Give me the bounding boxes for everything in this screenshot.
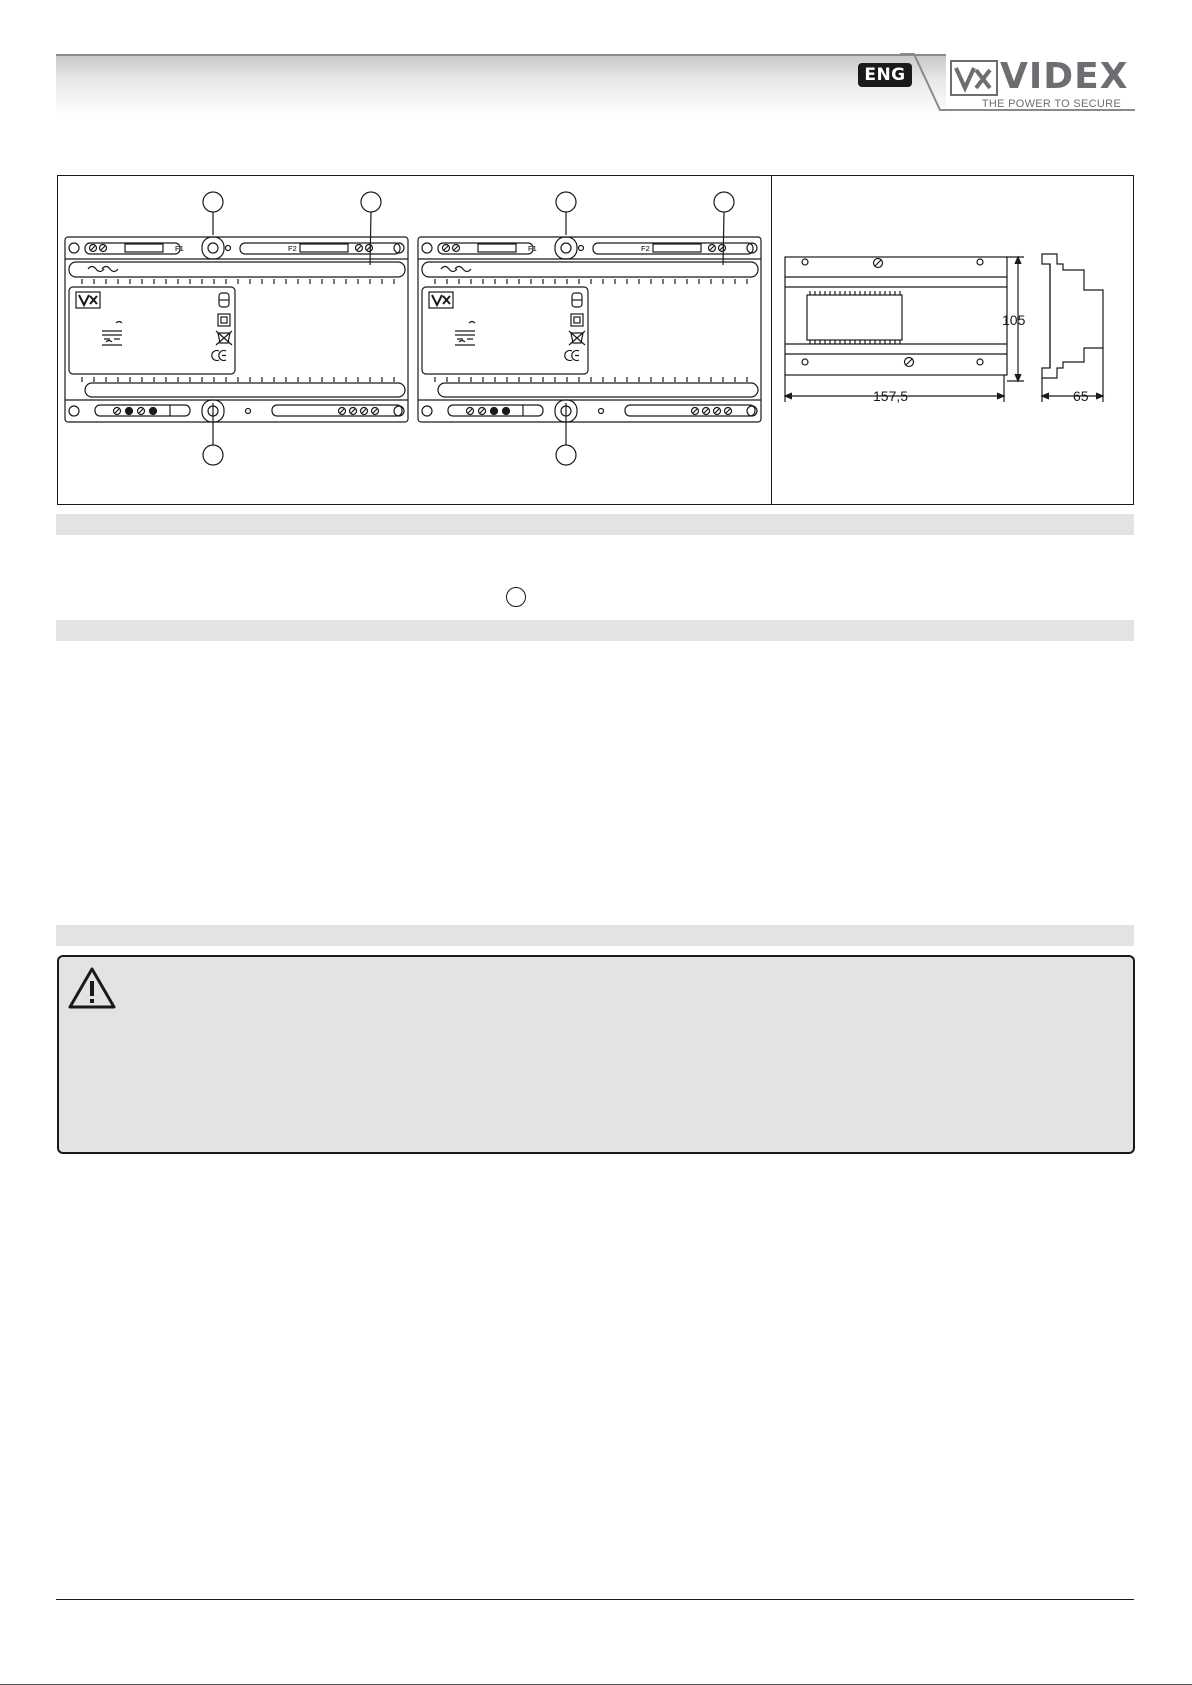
callout-circle: [203, 445, 223, 465]
section-header-bar-3: [56, 925, 1134, 946]
warning-box: [57, 955, 1135, 1154]
callout-circle: [556, 192, 576, 212]
dimension-height: 105: [1002, 312, 1026, 328]
warning-triangle-icon: [67, 966, 117, 1010]
callout-circle: [361, 192, 381, 212]
footer-rule: [56, 1599, 1134, 1600]
callout-circle: [203, 192, 223, 212]
fuse-label-f1: F1: [528, 244, 537, 253]
vx-mark-icon: [950, 60, 998, 96]
dimension-drawing: [780, 240, 1130, 410]
fuse-label-f1: F1: [175, 244, 184, 253]
fuse-label-f2: F2: [641, 244, 650, 253]
dimension-depth: 65: [1073, 388, 1089, 404]
module-drawing-left: [62, 185, 412, 470]
dimension-width: 157,5: [873, 388, 909, 404]
callout-circle: [714, 192, 734, 212]
section-header-bar-1: [56, 514, 1134, 535]
section-header-bar-2: [56, 620, 1134, 641]
brand-tagline: THE POWER TO SECURE: [981, 98, 1121, 110]
videx-logo: [950, 58, 1135, 112]
language-badge[interactable]: ENG: [858, 63, 912, 87]
reference-circle: [506, 587, 526, 607]
module-drawing-right: [415, 185, 765, 470]
fuse-label-f2: F2: [288, 244, 297, 253]
header-band: [56, 54, 946, 116]
brand-name: VIDEX: [1000, 56, 1129, 97]
callout-circle: [556, 445, 576, 465]
figure-divider: [771, 175, 772, 505]
